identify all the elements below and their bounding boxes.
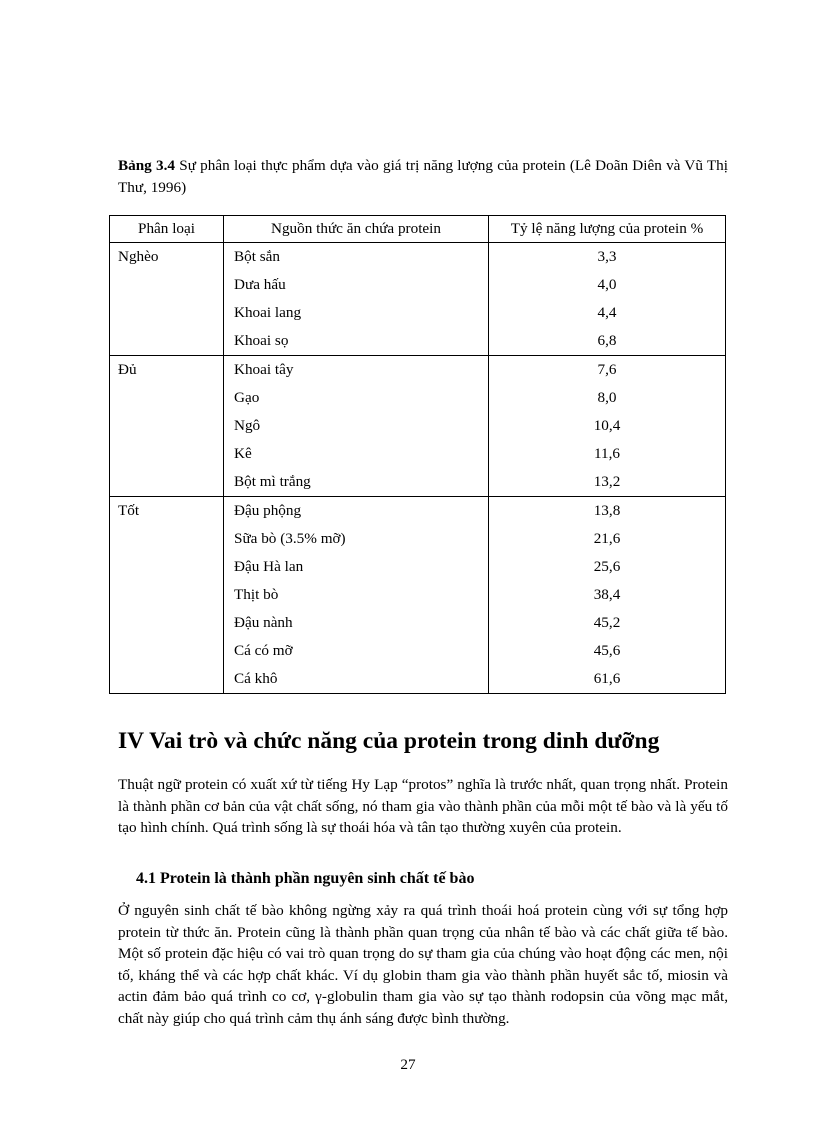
food-cell: Đậu phộng xyxy=(224,497,489,526)
table-row xyxy=(110,581,726,609)
category-cell: Tốt xyxy=(110,497,224,526)
food-cell: Đậu nành xyxy=(224,609,489,637)
food-cell: Đậu Hà lan xyxy=(224,553,489,581)
table-body xyxy=(110,243,726,694)
table-row xyxy=(110,327,726,356)
value-cell: 13,2 xyxy=(489,468,726,497)
food-cell: Bột sắn xyxy=(224,243,489,272)
food-cell: Ngô xyxy=(224,412,489,440)
food-cell: Thịt bò xyxy=(224,581,489,609)
category-cell: Đủ xyxy=(110,356,224,385)
value-cell: 8,0 xyxy=(489,384,726,412)
table-row xyxy=(110,412,726,440)
category-cell xyxy=(110,609,224,637)
value-cell: 4,0 xyxy=(489,271,726,299)
table-row xyxy=(110,440,726,468)
value-cell: 21,6 xyxy=(489,525,726,553)
value-cell: 45,2 xyxy=(489,609,726,637)
value-cell: 13,8 xyxy=(489,497,726,526)
protein-energy-table xyxy=(109,215,726,694)
category-cell xyxy=(110,525,224,553)
value-cell: 45,6 xyxy=(489,637,726,665)
table-row xyxy=(110,299,726,327)
category-cell xyxy=(110,553,224,581)
value-cell: 38,4 xyxy=(489,581,726,609)
food-cell: Cá khô xyxy=(224,665,489,694)
value-cell: 10,4 xyxy=(489,412,726,440)
food-cell: Khoai lang xyxy=(224,299,489,327)
value-cell: 3,3 xyxy=(489,243,726,272)
table-header-row xyxy=(110,216,726,243)
category-cell xyxy=(110,440,224,468)
food-cell: Cá có mỡ xyxy=(224,637,489,665)
table-caption xyxy=(118,155,728,199)
value-cell: 7,6 xyxy=(489,356,726,385)
category-cell xyxy=(110,327,224,356)
food-cell: Khoai tây xyxy=(224,356,489,385)
category-cell xyxy=(110,581,224,609)
table-row xyxy=(110,553,726,581)
food-cell: Dưa hấu xyxy=(224,271,489,299)
header-energy-ratio: Tỷ lệ năng lượng của protein % xyxy=(489,216,726,243)
table-row xyxy=(110,637,726,665)
table-row xyxy=(110,243,726,272)
category-cell: Nghèo xyxy=(110,243,224,272)
category-cell xyxy=(110,468,224,497)
value-cell: 25,6 xyxy=(489,553,726,581)
header-food-source: Nguồn thức ăn chứa protein xyxy=(224,216,489,243)
table-row xyxy=(110,468,726,497)
category-cell xyxy=(110,299,224,327)
table-row xyxy=(110,356,726,385)
subsection-paragraph: Ở nguyên sinh chất tế bào không ngừng xảy ra quá trình thoái hoá protein cùng với sự tổng hợp protein từ thức ăn. Protein cũng là thành phần quan trọng của nhân tế bào và các chất giữa tế bào. Một số protein đặc hiệu có vai trò quan trọng do sự tham gia của chúng vào hoạt động các men, nội tố, kháng thể và các hợp chất khác. Ví dụ globin tham gia vào thành phần huyết sắc tố, miosin và actin đảm bảo quá trình co cơ, γ-globulin tham gia vào sự tạo thành rodopsin của võng mạc mắt, chất này giúp cho quá trình cảm thụ ánh sáng được bình thường. xyxy=(118,902,728,1027)
value-cell: 4,4 xyxy=(489,299,726,327)
food-cell: Kê xyxy=(224,440,489,468)
food-cell: Sữa bò (3.5% mỡ) xyxy=(224,525,489,553)
table-row xyxy=(110,271,726,299)
page-number: 27 xyxy=(400,1056,416,1073)
table-row xyxy=(110,384,726,412)
table-caption-label: Bảng 3.4 xyxy=(118,157,175,175)
section-paragraph: Thuật ngữ protein có xuất xứ từ tiếng Hy Lạp “protos” nghĩa là trước nhất, quan trọng nhất. Protein là thành phần cơ bản của vật chất sống, nó tham gia vào thành phần của mỗi một tế bào và là yếu tố tạo hình chính. Quá trình sống là sự thoái hóa và tân tạo thường xuyên của protein. xyxy=(118,776,728,836)
table-row xyxy=(110,665,726,694)
food-cell: Gạo xyxy=(224,384,489,412)
category-cell xyxy=(110,665,224,694)
header-category: Phân loại xyxy=(110,216,224,243)
category-cell xyxy=(110,384,224,412)
category-cell xyxy=(110,271,224,299)
table-row xyxy=(110,497,726,526)
value-cell: 6,8 xyxy=(489,327,726,356)
food-cell: Bột mì trắng xyxy=(224,468,489,497)
category-cell xyxy=(110,412,224,440)
food-cell: Khoai sọ xyxy=(224,327,489,356)
table-row xyxy=(110,609,726,637)
category-cell xyxy=(110,637,224,665)
table-caption-text: Sự phân loại thực phẩm dựa vào giá trị năng lượng của protein (Lê Doãn Diên và Vũ Thị Thư, 1996) xyxy=(118,157,729,197)
section-title: IV Vai trò và chức năng của protein trong dinh dưỡng xyxy=(118,728,660,754)
table-row xyxy=(110,525,726,553)
value-cell: 61,6 xyxy=(489,665,726,694)
subsection-title: 4.1 Protein là thành phần nguyên sinh chất tế bào xyxy=(136,870,475,887)
value-cell: 11,6 xyxy=(489,440,726,468)
